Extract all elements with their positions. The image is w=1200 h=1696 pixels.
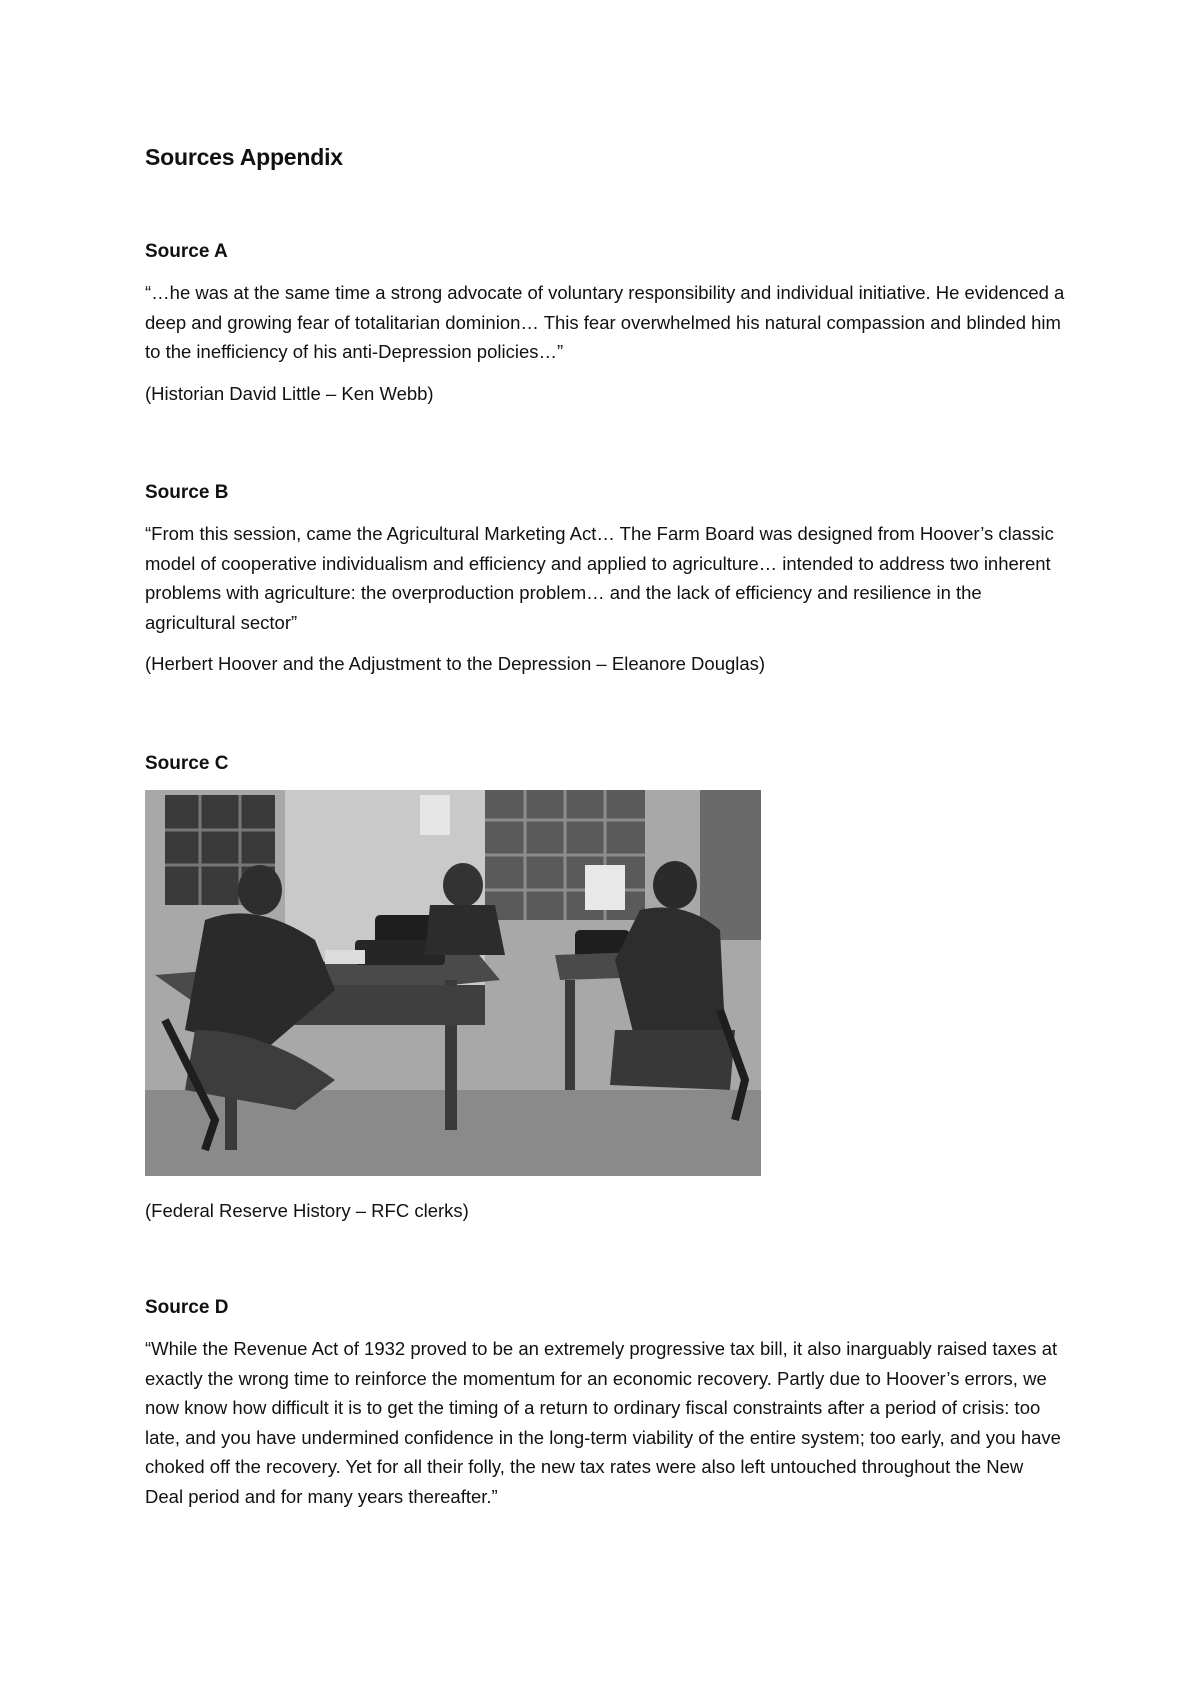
- photograph-icon: [145, 790, 761, 1176]
- source-c-section: [145, 752, 1065, 1226]
- source-b-quote: “From this session, came the Agricultural Marketing Act… The Farm Board was designed from Hoover’s classic model of cooperative individualism and efficiency and applied to agriculture… intended to address two inherent problems with agriculture: the overproduction problem… and the lack of efficiency and resilience in the agricultural sector”: [145, 523, 1054, 633]
- source-b-heading: Source B: [145, 482, 229, 503]
- source-a-heading: Source A: [145, 241, 228, 262]
- source-c-heading: Source C: [145, 753, 229, 774]
- source-c-citation: (Federal Reserve History – RFC clerks): [145, 1200, 469, 1221]
- source-d-heading: Source D: [145, 1297, 229, 1318]
- source-b-section: [145, 481, 1065, 679]
- source-a-quote: “…he was at the same time a strong advocate of voluntary responsibility and individual initiative. He evidenced a deep and growing fear of totalitarian dominion… This fear overwhelmed his natural compassion and blinded him to the inefficiency of his anti-Depression policies…”: [145, 282, 1065, 362]
- source-b-citation: (Herbert Hoover and the Adjustment to the Depression – Eleanore Douglas): [145, 653, 766, 674]
- page-title: Sources Appendix: [145, 144, 343, 170]
- source-d-quote: “While the Revenue Act of 1932 proved to be an extremely progressive tax bill, it also inarguably raised taxes at exactly the wrong time to reinforce the momentum for an economic recovery. Partly due to Hoover’s errors, we now know how difficult it is to get the timing of a return to ordinary fiscal constraints after a period of crisis: too late, and you have undermined confidence in the long-term viability of the entire system; too early, and you have choked off the recovery. Yet for all their folly, the new tax rates were also left untouched throughout the New Deal period and for many years thereafter.”: [145, 1338, 1061, 1507]
- source-d-section: [145, 1296, 1065, 1511]
- source-a-section: [145, 240, 1065, 408]
- source-a-citation: (Historian David Little – Ken Webb): [145, 382, 434, 404]
